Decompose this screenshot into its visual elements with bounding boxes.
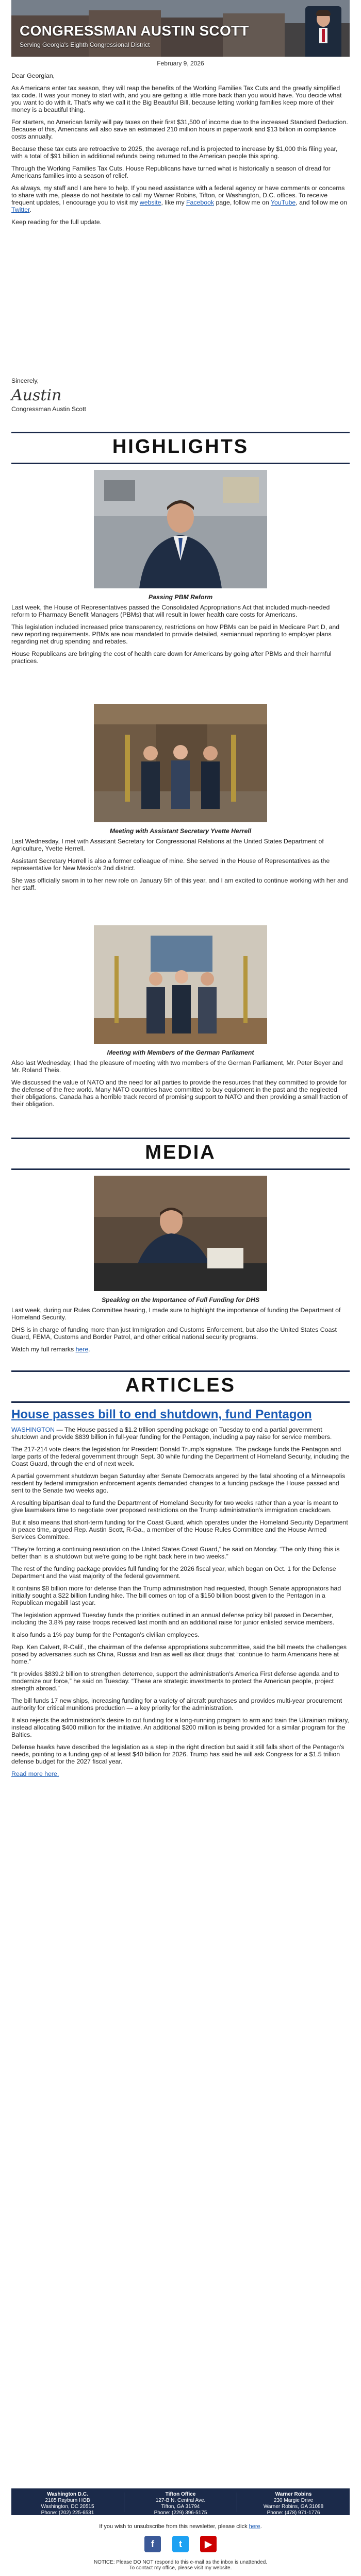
letter-greeting: Dear Georgian, (11, 72, 55, 79)
office-name: Washington D.C. (47, 2492, 88, 2497)
contact-text: page, follow me on (216, 199, 269, 206)
article-paragraph: But it also means that short-term funding for the Coast Guard, which operates under the Homeland Security Department in peace time, argued Rep. Austin Scott, R-Ga., a member of the House Rules Committee and the House Armed Services Committee. (11, 1519, 348, 1540)
article-title-link[interactable]: House passes bill to end shutdown, fund Pentagon (11, 1408, 312, 1421)
watch-text: Watch my full remarks (11, 1346, 74, 1353)
dhs-remarks-photo (94, 1176, 267, 1291)
contact-text: , and follow me on (296, 199, 348, 206)
article-paragraph: A partial government shutdown began Saturday after Senate Democrats angered by the fatal shooting of a Minneapolis resident by federal immigration enforcement agents demanded changes to a funding package the House passed and sent to the Senate two weeks ago. (11, 1472, 346, 1494)
article-paragraph: A resulting bipartisan deal to fund the Department of Homeland Security for two weeks rather than a year is meant to give lawmakers time to negotiate over proposed restrictions on the Trump administration's immigration crackdown. (11, 1499, 338, 1514)
banner-title: CONGRESSMAN AUSTIN SCOTT (20, 23, 249, 39)
article-paragraph: The 217-214 vote clears the legislation for President Donald Trump's signature. The package funds the Pentagon and large parts of the federal government through Sept. 30 while funding the Department of Homeland Security, including the Coast Guard, through the end of next week. (11, 1446, 350, 1467)
highlight-caption: Passing PBM Reform (148, 594, 213, 601)
office-address: 127-B N. Central Ave. (155, 2498, 206, 2503)
office-city: Tifton, GA 31794 (161, 2504, 200, 2510)
herrell-meeting-image (94, 704, 267, 822)
article-dateline: WASHINGTON (11, 1426, 55, 1433)
congressman-portrait (305, 6, 341, 57)
highlight-body (11, 1059, 350, 1113)
media-heading: MEDIA (145, 1142, 216, 1163)
pbm-reform-photo (94, 470, 267, 588)
youtube-link[interactable]: YouTube (270, 199, 296, 206)
highlight-paragraph: Last Wednesday, I met with Assistant Secretary for Congressional Relations at the United States Department of Agriculture, Yvette Herrell. (11, 838, 324, 852)
office-city: Washington, DC 20515 (41, 2504, 94, 2510)
article-paragraph (11, 1426, 350, 1440)
signature: Austin (11, 386, 62, 404)
portrait-hair (316, 10, 331, 16)
letter-paragraph: Through the Working Families Tax Cuts, House Republicans have turned what is historically a season of dread for Americans families into a season of relief. (11, 165, 331, 179)
letter-paragraph: Keep reading for the full update. (11, 218, 102, 226)
unsubscribe-line (11, 2523, 350, 2530)
office-locations (11, 2488, 350, 2515)
social-links (11, 2536, 350, 2553)
banner-subtitle: Serving Georgia's Eighth Congressional District (20, 41, 150, 48)
office-warner-robins (237, 2492, 350, 2516)
media-body (11, 1307, 350, 1358)
highlight-paragraph: House Republicans are bringing the cost of health care down for Americans by going after PBMs and their harmful practices. (11, 650, 332, 665)
letter-paragraph-contact (11, 184, 350, 213)
office-address: 2185 Rayburn HOB (45, 2498, 90, 2503)
unsubscribe-text: If you wish to unsubscribe from this newsletter, please click (99, 2523, 248, 2530)
german-parliament-image (94, 925, 267, 1044)
highlight-paragraph: This legislation included increased price transparency, restrictions on how PBMs can be paid in Medicare Part D, and new reporting requirements. PBMs are now mandated to provide detailed, semiannual reporting to employer plans regarding net drug spending and rebates. (11, 623, 340, 645)
letter-paragraph: Because these tax cuts are retroactive to 2025, the average refund is projected to increase by $1,000 this filing year, with a total of $91 billion in additional refunds being returned to the American people this spring. (11, 145, 338, 160)
article-paragraph: It also funds a 1% pay bump for the Pentagon's civilian employees. (11, 1631, 200, 1638)
contact-text: , like my (161, 199, 185, 206)
article-paragraph: It contains $8 billion more for defense than the Trump administration had requested, though Senate appropriators had initially sought a $22 billion funding hike. The bill comes on top of a $150 billion boost given to the Pentagon in a Republican megabill last year. (11, 1585, 341, 1606)
media-paragraph-watch (11, 1346, 350, 1353)
contact-text: As always, my staff and I are here to help. If you need assistance with a federal agency or have comments or concerns to share with me, please do not hesitate to call my Warner Robins, Tifton, or Washington, D.C. offices. To receive frequent updates, I encourage you to visit my (11, 184, 345, 206)
letter-paragraph: For starters, no American family will pay taxes on their first $31,500 of income due to the increased Standard Deduction. Because of this, Americans will also save an estimated 210 million hours in paperwork and $13 billion in compliance costs annually. (11, 118, 348, 140)
office-washington (11, 2492, 124, 2516)
article-body (11, 1426, 350, 1783)
notice (11, 2560, 350, 2571)
article-paragraph: “They're forcing a continuing resolution on the United States Coast Guard,” he said on Monday. “The only thing this is better than is a shutdown but we're going to be right back here in two weeks.” (11, 1546, 340, 1560)
twitter-link[interactable]: Twitter (11, 206, 30, 213)
media-caption: Speaking on the Importance of Full Funding for DHS (101, 1296, 260, 1303)
facebook-link[interactable]: Facebook (186, 199, 215, 206)
articles-heading: ARTICLES (125, 1375, 236, 1396)
article-paragraph: The bill funds 17 new ships, increasing funding for a variety of aircraft purchases and provides multi-year procurement authority for critical munitions production — a key priority for the administration. (11, 1697, 342, 1711)
section-divider (11, 1370, 350, 1372)
office-name: Warner Robins (275, 2492, 312, 2497)
highlight-paragraph: She was officially sworn in to her new role on January 5th of this year, and I am excited to continue working with her and her staff. (11, 877, 348, 891)
office-phone: Phone: (229) 396-5175 (154, 2510, 207, 2516)
notice-line: NOTICE: Please DO NOT respond to this e-mail as the inbox is unattended. (93, 2560, 268, 2565)
section-divider (11, 1401, 350, 1403)
unsubscribe-text: . (260, 2523, 262, 2530)
highlight-paragraph: Last week, the House of Representatives passed the Consolidated Appropriations Act that included much-needed reform to Pharmacy Benefit Managers (PBMs) that will result in lower health care costs for Americans. (11, 604, 330, 618)
media-paragraph: Last week, during our Rules Committee hearing, I made sure to highlight the importance of funding the Department of Homeland Security. (11, 1307, 341, 1321)
section-divider (11, 1138, 350, 1139)
highlight-caption: Meeting with Assistant Secretary Yvette Herrell (109, 827, 252, 835)
section-divider (11, 1168, 350, 1170)
contact-text: . (29, 206, 31, 213)
signer-name: Congressman Austin Scott (11, 405, 86, 413)
website-link[interactable]: website (139, 199, 161, 206)
highlight-paragraph: Also last Wednesday, I had the pleasure of meeting with two members of the German Parliament, Mr. Peter Beyer and Mr. Roland Theis. (11, 1059, 343, 1074)
facebook-icon[interactable]: f (144, 2536, 161, 2552)
watch-remarks-link[interactable]: here (75, 1346, 89, 1353)
herrell-meeting-photo (94, 704, 267, 822)
highlight-paragraph: We discussed the value of NATO and the need for all parties to provide the resources that they committed to provide for the defense of the free world. Many NATO countries have committed to buy equipment in the past and the neglected their obligations. Canada has a horrible track record of promising support to NATO and then providing a small fraction of their obligation. (11, 1079, 348, 1108)
newsletter-date: February 9, 2026 (157, 60, 204, 67)
highlight-body (11, 604, 350, 670)
article-paragraph: The legislation approved Tuesday funds the priorities outlined in an annual defense policy bill passed in December, including the 3.8% pay raise troops received last month and an additional raise for junior enlisted service members. (11, 1612, 335, 1626)
office-phone: Phone: (202) 225-6531 (41, 2510, 94, 2516)
intro-letter (11, 72, 350, 231)
media-paragraph: DHS is in charge of funding more than just Immigration and Customs Enforcement, but also the United States Coast Guard, FEMA, Customs and Border Patrol, and other critical national security programs. (11, 1326, 337, 1341)
dhs-remarks-image (94, 1176, 267, 1291)
letter-paragraph: As Americans enter tax season, they will reap the benefits of the Working Families Tax Cuts and the greatly simplified tax code. It was your money to start with, and you are getting a little more back than you would have. You decide what you want to do with it. That's why we call it the Big Beautiful Bill, because letting working families keep more of their money is a beautiful thing. (11, 84, 342, 113)
german-parliament-photo (94, 925, 267, 1044)
highlight-paragraph: Assistant Secretary Herrell is also a former colleague of mine. She served in the House of Representatives as the representative for New Mexico's 2nd district. (11, 857, 330, 872)
unsubscribe-link[interactable]: here (249, 2523, 260, 2530)
portrait-tie (322, 29, 325, 42)
section-divider (11, 432, 350, 433)
header-banner (11, 0, 350, 57)
office-address: 230 Margie Drive (273, 2498, 314, 2503)
article-lede: — The House passed a $1.2 trillion spending package on Tuesday to end a partial government shutdown and provide $839 billion in full-year funding for the Pentagon, including a pay raise for service members. (11, 1426, 332, 1440)
twitter-icon[interactable]: t (172, 2536, 189, 2552)
article-paragraph: The rest of the funding package provides full funding for the 2026 fiscal year, which began on Oct. 1 for the Defense Department and the vast majority of the federal government. (11, 1565, 336, 1580)
notice-line: To contact my office, please visit my website. (129, 2565, 232, 2571)
signoff: Sincerely, (11, 377, 39, 384)
read-more-link[interactable]: Read more here. (11, 1770, 59, 1777)
article-paragraph (11, 1770, 350, 1777)
office-city: Warner Robins, GA 31088 (263, 2504, 324, 2510)
office-name: Tifton Office (165, 2492, 196, 2497)
youtube-icon[interactable]: ▶ (200, 2536, 217, 2552)
section-divider (11, 463, 350, 464)
office-phone: Phone: (478) 971-1776 (267, 2510, 320, 2516)
signature-block (11, 377, 114, 413)
watch-text: . (88, 1346, 90, 1353)
highlight-caption: Meeting with Members of the German Parliament (107, 1049, 254, 1056)
pbm-reform-image (94, 470, 267, 588)
highlights-heading: HIGHLIGHTS (112, 436, 249, 457)
article-paragraph: Defense hawks have described the legislation as a step in the right direction but said it still falls short of the Pentagon's needs, pointing to a funding gap of at least $40 billion for 2026. Trump has said he will ask Congress for a $1.5 trillion defense budget for the 2027 fiscal year. (11, 1743, 344, 1765)
highlight-body (11, 838, 350, 896)
office-tifton (124, 2492, 237, 2516)
article-paragraph: It also rejects the administration's desire to cut funding for a long-running program to arm and train the Ukrainian military, instead allocating $400 million for the initiative. An additional $200 million is being provided for a similar program for the Baltics. (11, 1717, 349, 1738)
article-paragraph: Rep. Ken Calvert, R-Calif., the chairman of the defense appropriations subcommittee, said the bill meets the challenges posed by adversaries such as China, Russia and Iran as well as illicit drugs that “continue to harm Americans here at home.” (11, 1643, 347, 1665)
article-paragraph: “It provides $839.2 billion to strengthen deterrence, support the administration's America First defense agenda and to modernize our force,” he said on Tuesday. “These are strategic investments to protect the American people, project strength abroad.” (11, 1670, 339, 1692)
